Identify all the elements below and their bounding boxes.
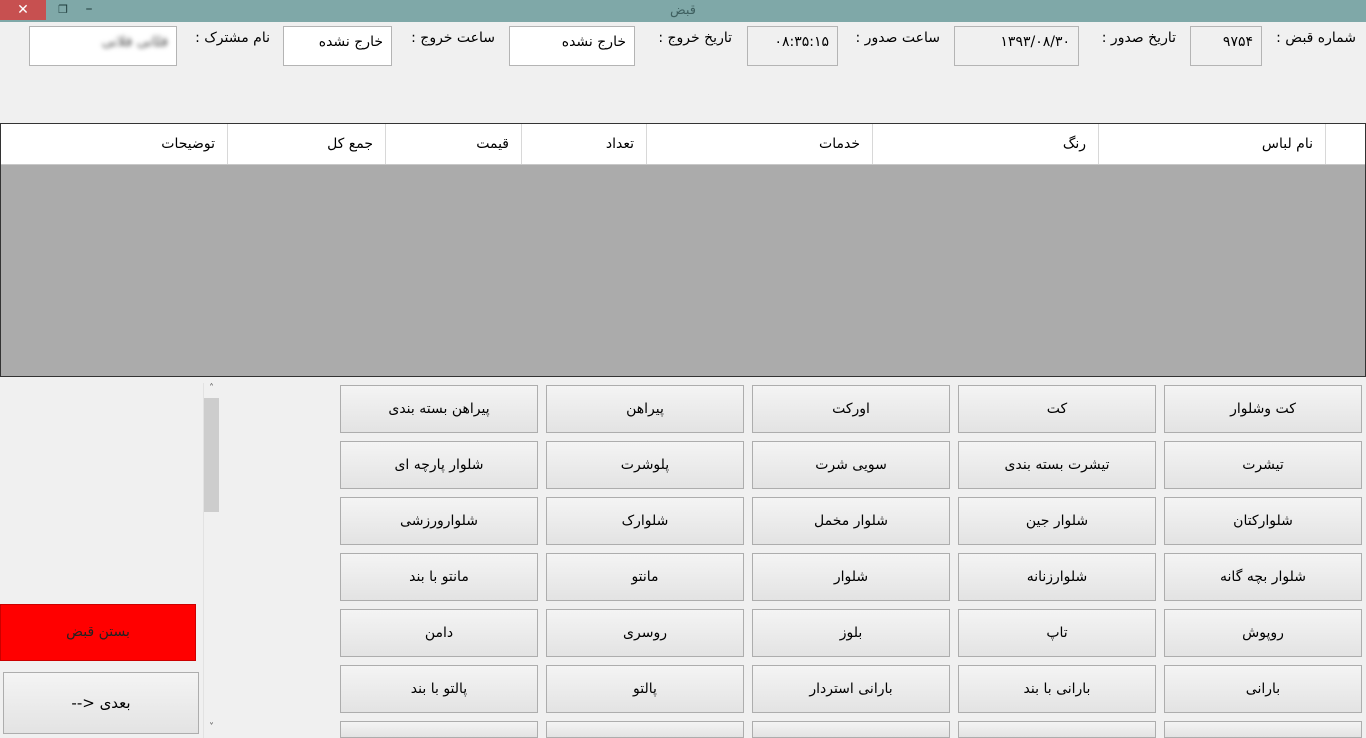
customer-name-label: نام مشترک : — [195, 30, 270, 46]
garment-button[interactable]: پلوشرت — [546, 441, 744, 489]
garment-button[interactable]: سویی شرت — [752, 441, 950, 489]
window-title: قبض — [669, 3, 697, 18]
garment-button[interactable]: کت — [958, 385, 1156, 433]
garment-button-partial[interactable] — [546, 721, 744, 738]
garment-button[interactable]: تیشرت — [1164, 441, 1362, 489]
grid-header — [1, 124, 1365, 165]
garment-button[interactable]: بارانی استردار — [752, 665, 950, 713]
close-receipt-button[interactable]: بستن قبض — [0, 604, 196, 661]
close-icon: ✕ — [17, 2, 29, 18]
garment-button[interactable]: روپوش — [1164, 609, 1362, 657]
garment-button[interactable]: شلوار پارچه ای — [340, 441, 538, 489]
garment-button[interactable]: پیراهن بسته بندی — [340, 385, 538, 433]
exit-time-label: ساعت خروج : — [411, 30, 495, 46]
garment-button[interactable]: پالتو — [546, 665, 744, 713]
restore-icon: ❐ — [58, 3, 68, 16]
garment-button[interactable]: شلوار مخمل — [752, 497, 950, 545]
title-bar — [0, 0, 1366, 22]
garment-button[interactable]: پیراهن — [546, 385, 744, 433]
exit-time-field[interactable]: خارج نشده — [283, 26, 392, 66]
minimize-icon: – — [85, 1, 93, 17]
garment-button[interactable]: اورکت — [752, 385, 950, 433]
column-header-notes[interactable]: توضیحات — [1, 124, 228, 164]
garment-button[interactable]: مانتو — [546, 553, 744, 601]
next-button[interactable]: بعدی <-- — [3, 672, 199, 734]
garment-button[interactable]: دامن — [340, 609, 538, 657]
items-grid[interactable] — [0, 123, 1366, 377]
receipt-number-label: شماره قبض : — [1276, 30, 1356, 46]
garment-button[interactable]: مانتو با بند — [340, 553, 538, 601]
scrollbar-thumb[interactable] — [204, 398, 219, 512]
garment-button-partial[interactable] — [1164, 721, 1362, 738]
scroll-up-icon[interactable]: ˄ — [209, 383, 214, 394]
garment-button[interactable]: بارانی با بند — [958, 665, 1156, 713]
garment-button[interactable]: شلوارک — [546, 497, 744, 545]
garment-button[interactable]: روسری — [546, 609, 744, 657]
exit-date-label: تاریخ خروج : — [658, 30, 732, 46]
issue-time-field[interactable]: ۰۸:۳۵:۱۵ — [747, 26, 838, 66]
customer-name-field[interactable] — [29, 26, 177, 66]
column-header-services[interactable]: خدمات — [647, 124, 873, 164]
garment-button-partial[interactable] — [340, 721, 538, 738]
garment-button[interactable]: بلوز — [752, 609, 950, 657]
receipt-number-field[interactable]: ۹۷۵۴ — [1190, 26, 1262, 66]
garment-button[interactable]: شلوارزنانه — [958, 553, 1156, 601]
garment-button[interactable]: پالتو با بند — [340, 665, 538, 713]
issue-date-field[interactable]: ۱۳۹۳/۰۸/۳۰ — [954, 26, 1079, 66]
garment-button-partial[interactable] — [752, 721, 950, 738]
garment-button[interactable]: بارانی — [1164, 665, 1362, 713]
issue-date-label: تاریخ صدور : — [1101, 30, 1176, 46]
exit-date-field[interactable]: خارج نشده — [509, 26, 635, 66]
garment-button[interactable]: شلوارکتان — [1164, 497, 1362, 545]
garment-button-partial[interactable] — [958, 721, 1156, 738]
garment-button[interactable]: شلوار — [752, 553, 950, 601]
garment-button[interactable]: شلوارورزشی — [340, 497, 538, 545]
column-header-quantity[interactable]: تعداد — [522, 124, 647, 164]
issue-time-label: ساعت صدور : — [855, 30, 940, 46]
column-header-price[interactable]: قیمت — [386, 124, 522, 164]
column-header-garment[interactable]: نام لباس — [1099, 124, 1326, 164]
garment-button[interactable]: شلوار بچه گانه — [1164, 553, 1362, 601]
garment-button[interactable]: شلوار جین — [958, 497, 1156, 545]
column-header-color[interactable]: رنگ — [873, 124, 1099, 164]
garment-button[interactable]: تیشرت بسته بندی — [958, 441, 1156, 489]
scroll-down-icon[interactable]: ˅ — [209, 722, 214, 733]
garment-button[interactable]: کت وشلوار — [1164, 385, 1362, 433]
column-header-total[interactable]: جمع کل — [228, 124, 386, 164]
customer-name-value: ف‍ل‍ان‍ی ف‍لانی — [101, 34, 168, 50]
garment-button[interactable]: تاپ — [958, 609, 1156, 657]
